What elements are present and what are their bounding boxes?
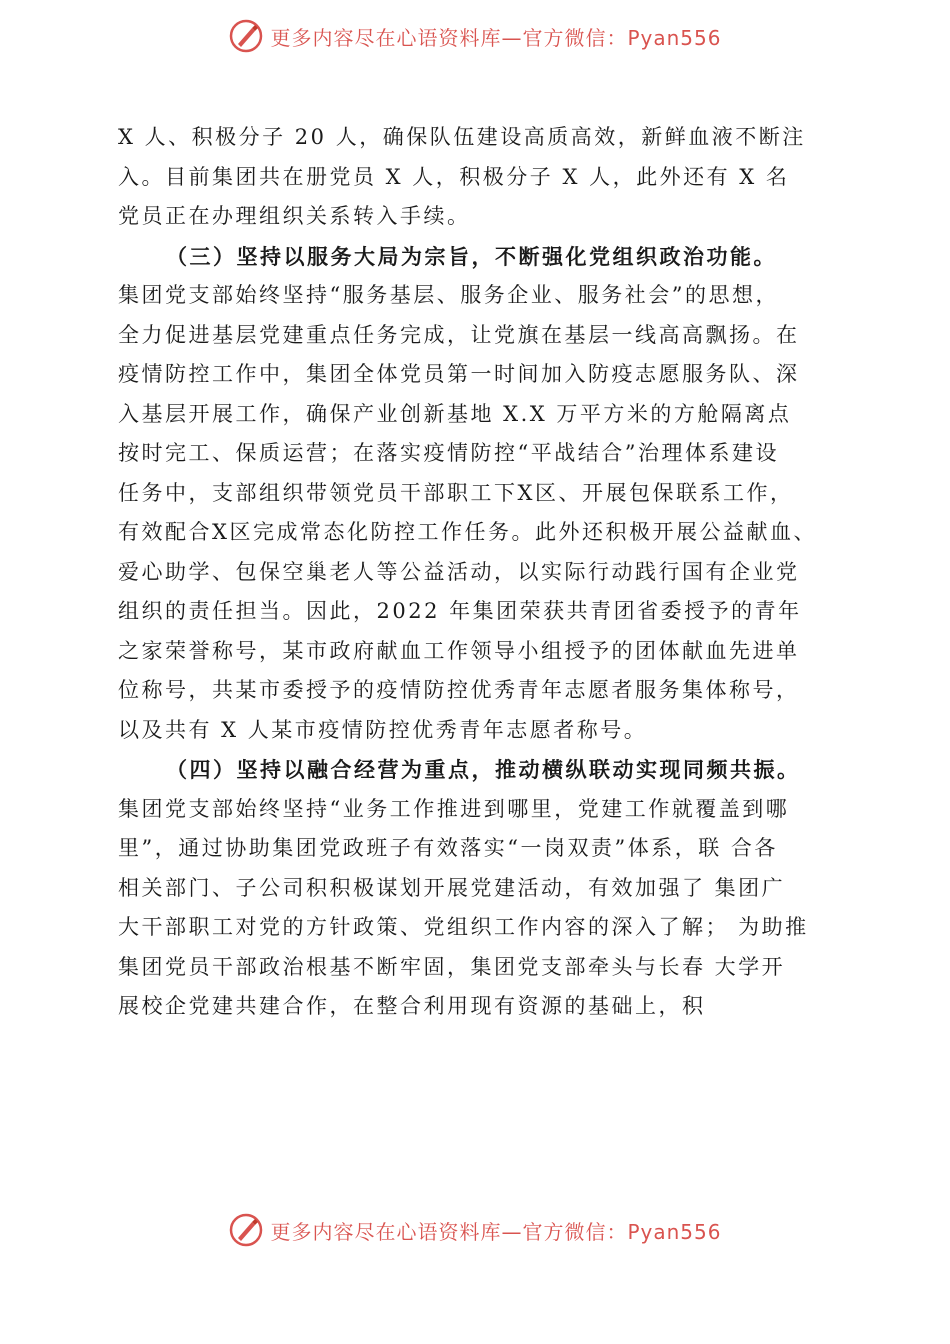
- text-line: 之家荣誉称号，某市政府献血工作领导小组授予的团体献血先进单: [118, 638, 800, 663]
- text-line: 里”，通过协助集团党政班子有效落实“一岗双责”体系，联 合各: [118, 836, 778, 860]
- document-body: [118, 118, 878, 1027]
- header-watermark-banner: [0, 14, 950, 58]
- pen-circle-icon: [228, 1212, 264, 1248]
- text-line: 组织的责任担当。因此，2022 年集团荣获共青团省委授予的青年: [118, 599, 802, 623]
- text-line: 位称号，共某市委授予的疫情防控优秀青年志愿者服务集体称号，: [118, 678, 800, 702]
- text-line: 按时完工、保质运营；在落实疫情防控“平战结合”治理体系建设: [118, 441, 779, 465]
- text-line: 有效配合X区完成常态化防控工作任务。此外还积极开展公益献血、: [118, 520, 817, 544]
- section-heading: （三）坚持以服务大局为宗旨，不断强化党组织政治功能。: [166, 243, 777, 269]
- text-line: 全力促进基层党建重点任务完成，让党旗在基层一线高高飘扬。在: [118, 322, 800, 347]
- text-line: 爱心助学、包保空巢老人等公益活动，以实际行动践行国有企业党: [118, 559, 800, 584]
- text-line: 以及共有 X 人某市疫情防控优秀青年志愿者称号。: [118, 717, 648, 742]
- text-line: 入基层开展工作，确保产业创新基地 X.X 万平方米的方舱隔离点: [118, 401, 792, 426]
- text-line: 展校企党建共建合作，在整合利用现有资源的基础上，积: [118, 994, 706, 1018]
- text-line: 疫情防控工作中，集团全体党员第一时间加入防疫志愿服务队、深: [118, 362, 800, 386]
- section-heading: （四）坚持以融合经营为重点，推动横纵联动实现同频共振。: [166, 757, 801, 782]
- watermark-text: 更多内容尽在心语资料库—官方微信：Pyan556: [270, 25, 722, 50]
- watermark-text: 更多内容尽在心语资料库—官方微信：Pyan556: [270, 1219, 722, 1244]
- text-line: 集团党支部始终坚持“服务基层、服务企业、服务社会”的思想，: [118, 283, 779, 307]
- text-line: 党员正在办理组织关系转入手续。: [118, 204, 471, 228]
- pen-circle-icon: [228, 18, 264, 54]
- text-line: 相关部门、子公司积积极谋划开展党建活动，有效加强了 集团广: [118, 875, 786, 900]
- text-line: 入。目前集团共在册党员 X 人，积极分子 X 人，此外还有 X 名: [118, 164, 790, 189]
- text-line: 任务中，支部组织带领党员干部职工下X区、开展包保联系工作，: [118, 480, 794, 505]
- text-line: 大干部职工对党的方针政策、党组织工作内容的深入了解； 为助推: [118, 915, 809, 939]
- footer-watermark-banner: [0, 1208, 950, 1252]
- text-line: 集团党员干部政治根基不断牢固，集团党支部牵头与长春 大学开: [118, 954, 786, 979]
- text-line: X 人、积极分子 20 人，确保队伍建设高质高效，新鲜血液不断注: [118, 125, 806, 149]
- text-line: 集团党支部始终坚持“业务工作推进到哪里，党建工作就覆盖到哪: [118, 796, 790, 821]
